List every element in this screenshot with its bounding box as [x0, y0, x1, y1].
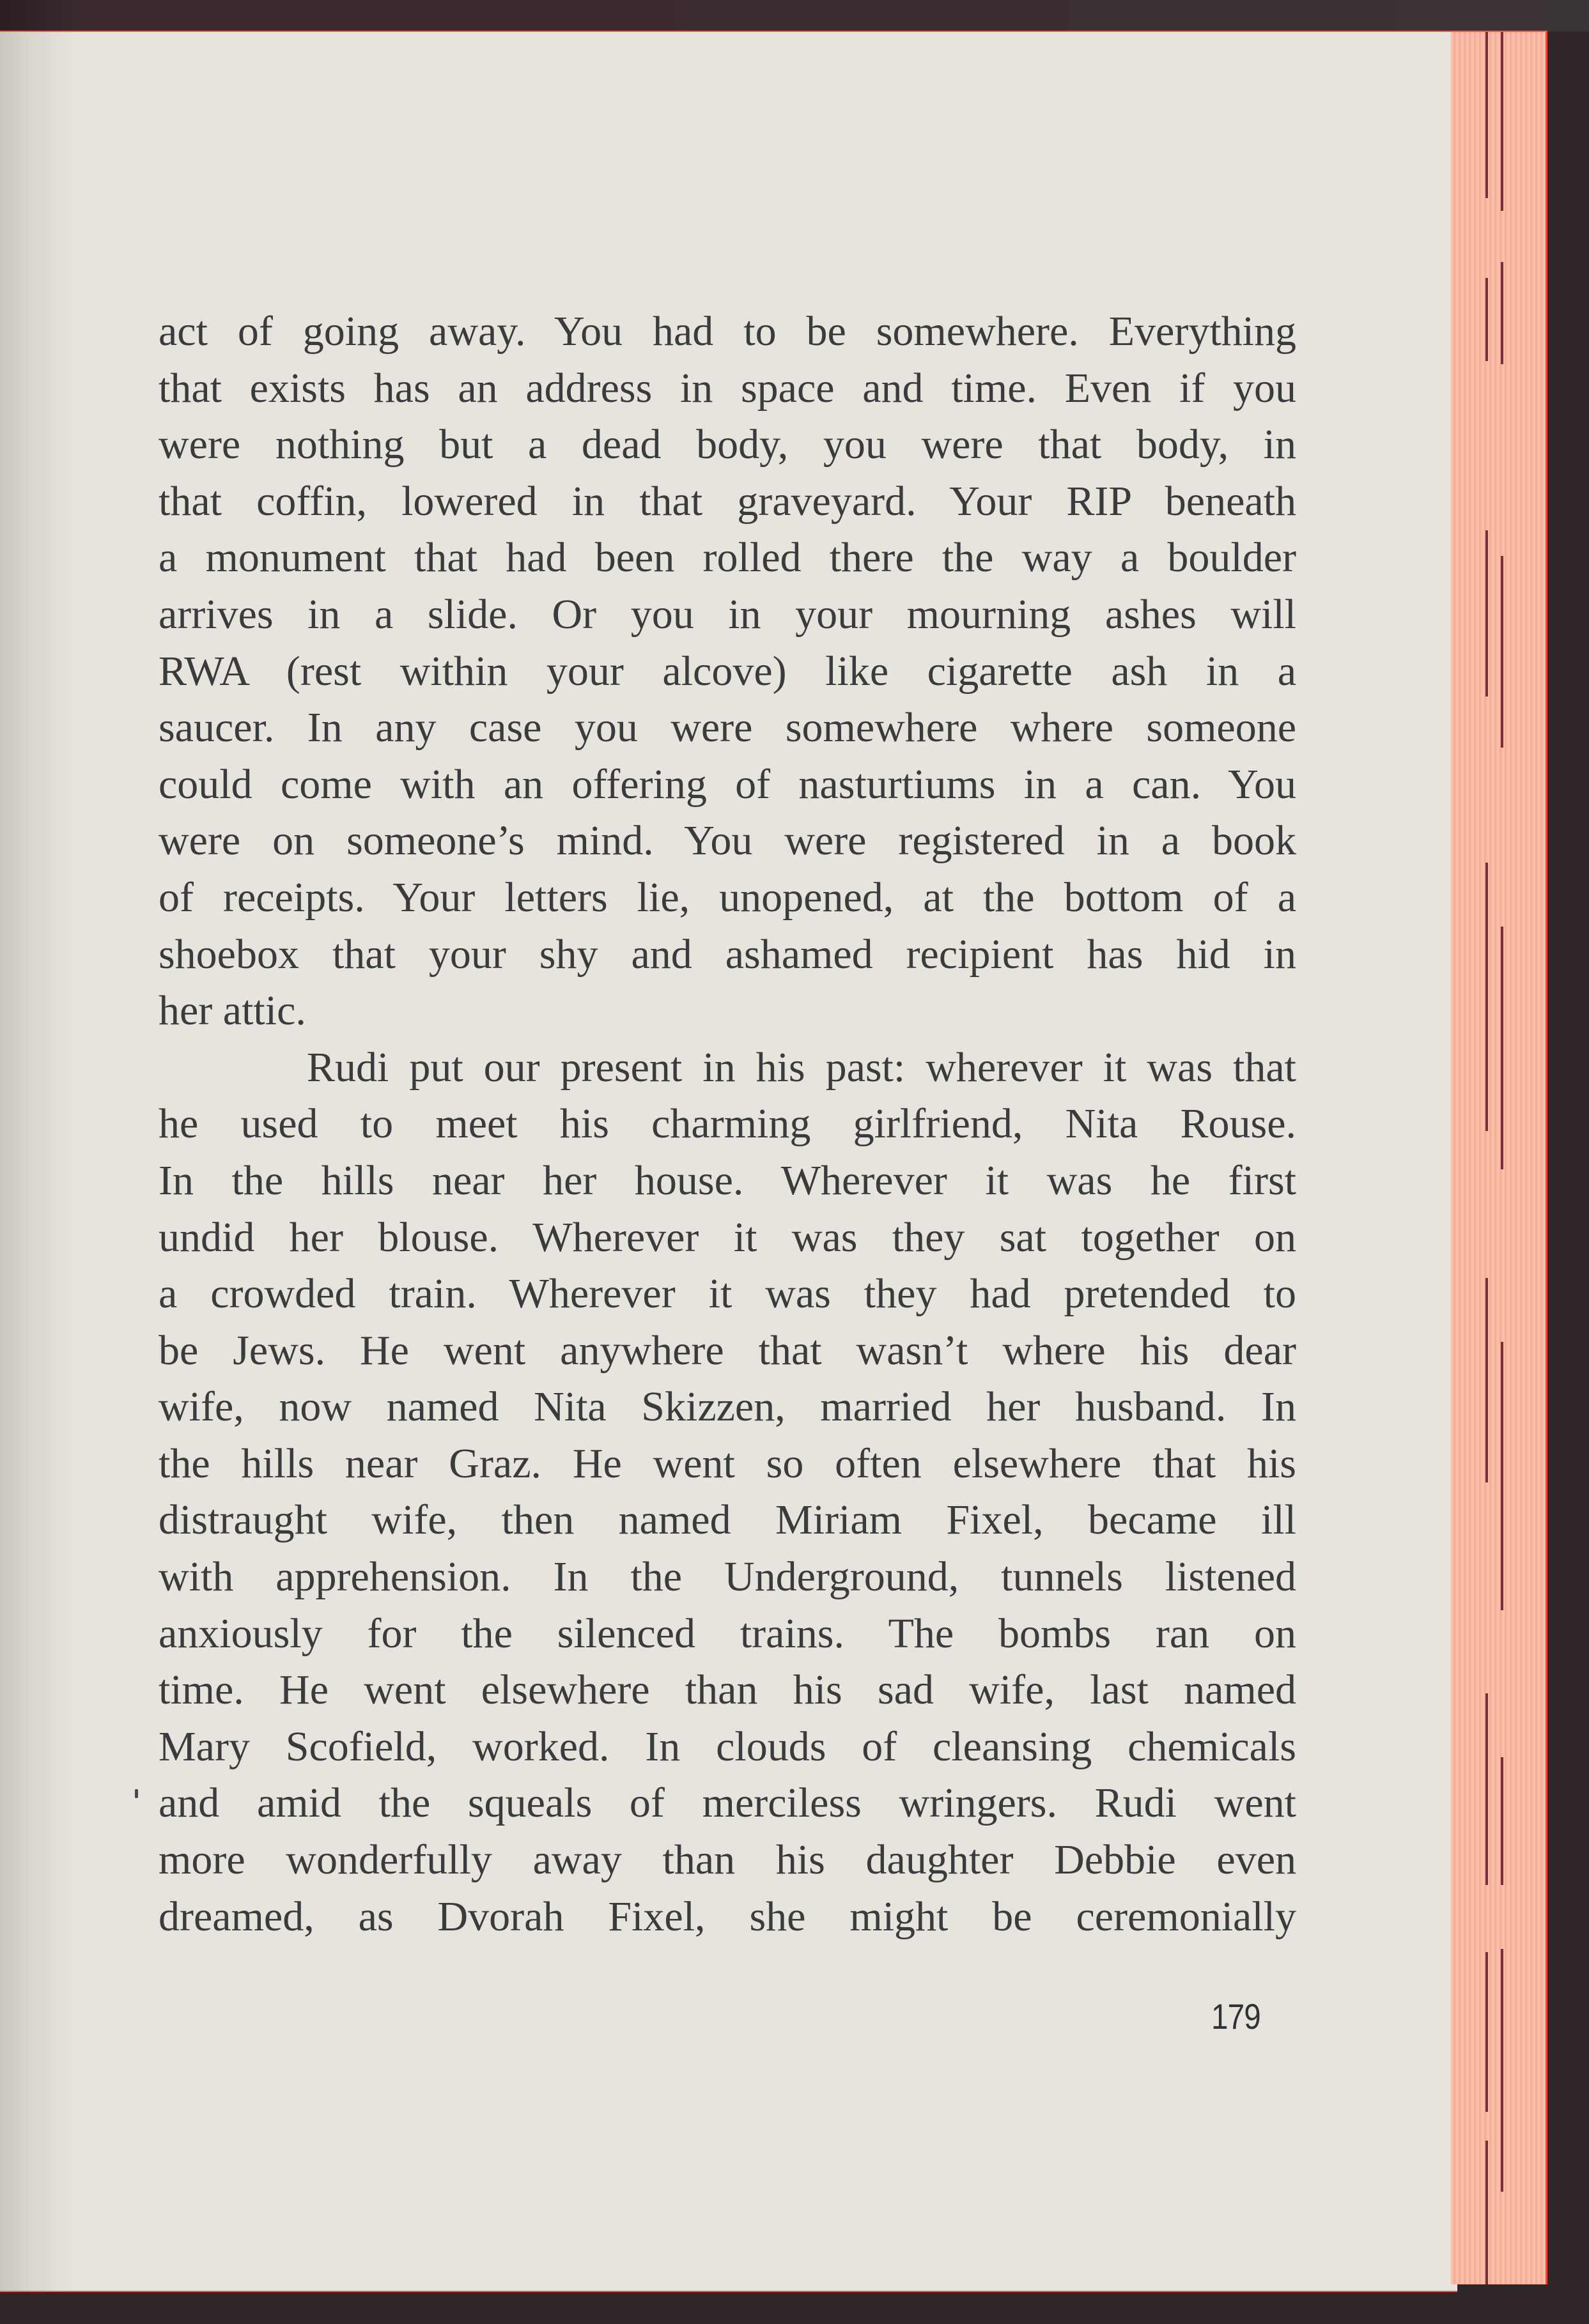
- text-line: dreamed, as Dvorah Fixel, she might be ceremonially: [159, 1893, 1296, 1940]
- page-number: 179: [1211, 1996, 1260, 2036]
- edge-mark: [1501, 262, 1503, 364]
- edge-mark: [1485, 278, 1488, 361]
- edge-mark: [1501, 927, 1503, 1169]
- body-text: [159, 304, 1296, 1945]
- text-line: Mary Scofield, worked. In clouds of cleansing chemicals: [159, 1723, 1296, 1770]
- edge-mark: [1485, 32, 1488, 198]
- text-line: shoebox that your shy and ashamed recipient has hid in: [159, 930, 1296, 978]
- edge-mark: [1485, 1278, 1488, 1482]
- page-fore-edge: [1451, 31, 1547, 2284]
- text-line: a monument that had been rolled there the way a boulder: [159, 534, 1296, 581]
- text-line: arrives in a slide. Or you in your mourning ashes will: [159, 590, 1296, 638]
- text-line: distraught wife, then named Miriam Fixel, became ill: [159, 1497, 1296, 1544]
- paragraph-1: [159, 304, 1296, 1040]
- text-line: that coffin, lowered in that graveyard. Your RIP beneath: [159, 477, 1296, 525]
- text-line: Rudi put our present in his past: wherever it was that: [307, 1043, 1296, 1091]
- edge-mark: [1501, 1949, 1503, 2192]
- text-line: In the hills near her house. Wherever it was he first: [159, 1157, 1296, 1204]
- text-line: saucer. In any case you were somewhere where someone: [159, 704, 1296, 751]
- text-line: he used to meet his charming girlfriend, Nita Rouse.: [159, 1100, 1296, 1148]
- edge-mark: [1485, 2141, 1488, 2284]
- text-line: a crowded train. Wherever it was they had pretended to: [159, 1270, 1296, 1318]
- edge-mark: [1501, 1757, 1503, 1885]
- edge-mark: [1501, 556, 1503, 748]
- edge-mark: [1485, 1693, 1488, 1885]
- edge-mark: [1501, 32, 1503, 211]
- text-line: and amid the squeals of merciless wringers. Rudi went: [159, 1780, 1296, 1827]
- edge-mark: [1485, 1952, 1488, 2112]
- margin-mark: [135, 1789, 138, 1798]
- text-line: act of going away. You had to be somewhere. Everything: [159, 308, 1296, 355]
- text-line: anxiously for the silenced trains. The bombs ran on: [159, 1610, 1296, 1657]
- paragraph-2: [159, 1040, 1296, 1946]
- text-line: RWA (rest within your alcove) like cigarette ash in a: [159, 647, 1296, 695]
- text-line: wife, now named Nita Skizzen, married her husband. In: [159, 1383, 1296, 1431]
- edge-mark: [1485, 530, 1488, 696]
- text-line: that exists has an address in space and time. Even if you: [159, 364, 1296, 412]
- text-line: more wonderfully away than his daughter Debbie even: [159, 1836, 1296, 1884]
- text-line: undid her blouse. Wherever it was they sat together on: [159, 1213, 1296, 1261]
- text-line: the hills near Graz. He went so often elsewhere that his: [159, 1440, 1296, 1487]
- background-surface: [0, 0, 1589, 32]
- text-line: be Jews. He went anywhere that wasn’t where his dear: [159, 1327, 1296, 1374]
- edge-mark: [1501, 1342, 1503, 1610]
- text-line: were on someone’s mind. You were registered in a book: [159, 817, 1296, 865]
- text-line: were nothing but a dead body, you were that body, in: [159, 421, 1296, 468]
- text-line: of receipts. Your letters lie, unopened, at the bottom of a: [159, 873, 1296, 921]
- text-line: with apprehension. In the Underground, tunnels listened: [159, 1553, 1296, 1601]
- text-line: her attic.: [159, 987, 306, 1035]
- edge-mark: [1485, 863, 1488, 1131]
- text-line: could come with an offering of nasturtiums in a can. You: [159, 760, 1296, 808]
- text-line: time. He went elsewhere than his sad wife, last named: [159, 1666, 1296, 1714]
